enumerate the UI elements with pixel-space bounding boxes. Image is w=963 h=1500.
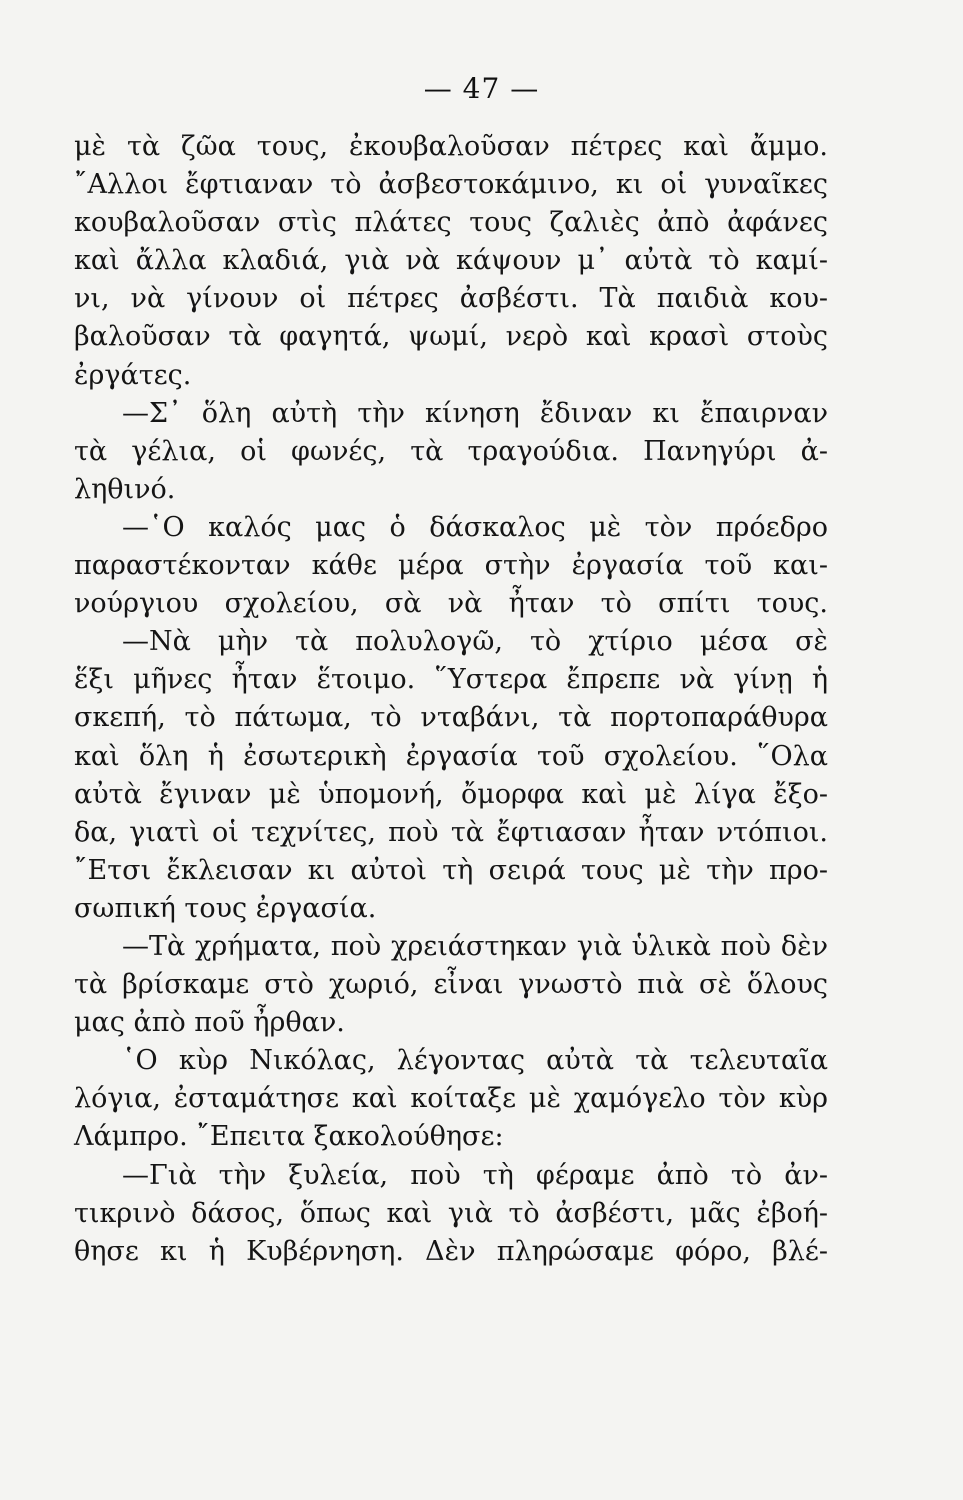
text-line: ληθινό. — [74, 473, 176, 505]
text-line: τικρινὸ δάσος, ὅπως καὶ γιὰ τὸ ἀσβέστι, μᾶς ἐβοή- — [74, 1197, 828, 1229]
text-line: —Σ᾿ ὅλη αὐτὴ τὴν κίνηση ἔδιναν κι ἔπαιρναν — [122, 397, 828, 429]
text-line: ἕξι μῆνες ἦταν ἕτοιμο. ῞Υστερα ἔπρεπε νὰ γίνῃ ἡ — [74, 664, 828, 696]
page-number: — 47 — — [423, 72, 540, 105]
text-line: καὶ ἄλλα κλαδιά, γιὰ νὰ κάψουν μ᾿ αὐτὰ τὸ καμί- — [74, 245, 828, 277]
text-line: —Γιὰ τὴν ξυλεία, ποὺ τὴ φέραμε ἀπὸ τὸ ἀν- — [122, 1159, 828, 1191]
body-text — [74, 128, 828, 1271]
text-line: —Νὰ μὴν τὰ πολυλογῶ, τὸ χτίριο μέσα σὲ — [122, 626, 828, 658]
text-line: δα, γιατὶ οἱ τεχνίτες, ποὺ τὰ ἔφτιασαν ἦταν ντόπιοι. — [74, 816, 828, 848]
text-line: θησε κι ἡ Κυβέρνηση. Δὲν πληρώσαμε φόρο, βλέ- — [74, 1235, 828, 1267]
text-line: νι, νὰ γίνουν οἱ πέτρες ἀσβέστι. Τὰ παιδιὰ κου- — [74, 283, 828, 315]
text-line: τὰ βρίσκαμε στὸ χωριό, εἶναι γνωστὸ πιὰ σὲ ὅλους — [74, 969, 828, 1001]
text-line: ῎Αλλοι ἔφτιαναν τὸ ἀσβεστοκάμινο, κι οἱ γυναῖκες — [74, 169, 828, 201]
text-line: νούργιου σχολείου, σὰ νὰ ἦταν τὸ σπίτι τους. — [74, 588, 828, 620]
text-line: σκεπή, τὸ πάτωμα, τὸ νταβάνι, τὰ πορτοπαράθυρα — [74, 702, 828, 734]
text-line: Λάμπρο. ῎Επειτα ξακολούθησε: — [74, 1121, 504, 1153]
text-line: αὐτὰ ἔγιναν μὲ ὑπομονή, ὄμορφα καὶ μὲ λίγα ἔξο- — [74, 778, 828, 810]
text-line: βαλοῦσαν τὰ φαγητά, ψωμί, νερὸ καὶ κρασὶ στοὺς — [74, 321, 828, 353]
text-line: μας ἀπὸ ποῦ ἦρθαν. — [74, 1007, 345, 1039]
text-line: κουβαλοῦσαν στὶς πλάτες τους ζαλιὲς ἀπὸ ἀφάνες — [74, 207, 828, 239]
text-line: —῾Ο καλός μας ὁ δάσκαλος μὲ τὸν πρόεδρο — [122, 511, 828, 543]
text-line: ῾Ο κὺρ Νικόλας, λέγοντας αὐτὰ τὰ τελευταῖα — [122, 1045, 828, 1077]
text-line: παραστέκονταν κάθε μέρα στὴν ἐργασία τοῦ και- — [74, 550, 828, 582]
text-line: σωπική τους ἐργασία. — [74, 892, 377, 924]
text-line: ἐργάτες. — [74, 359, 192, 391]
text-line: ῎Ετσι ἔκλεισαν κι αὐτοὶ τὴ σειρά τους μὲ τὴν προ- — [74, 854, 828, 886]
text-line: καὶ ὅλη ἡ ἐσωτερικὴ ἐργασία τοῦ σχολείου. ῞Ολα — [74, 740, 828, 772]
text-line: λόγια, ἐσταμάτησε καὶ κοίταξε μὲ χαμόγελο τὸν κὺρ — [74, 1083, 828, 1115]
text-line: μὲ τὰ ζῶα τους, ἐκουβαλοῦσαν πέτρες καὶ ἄμμο. — [74, 131, 828, 162]
text-line: τὰ γέλια, οἱ φωνές, τὰ τραγούδια. Πανηγύρι ἀ- — [74, 435, 828, 467]
text-line: —Τὰ χρήματα, ποὺ χρειάστηκαν γιὰ ὑλικὰ ποὺ δὲν — [122, 930, 828, 962]
